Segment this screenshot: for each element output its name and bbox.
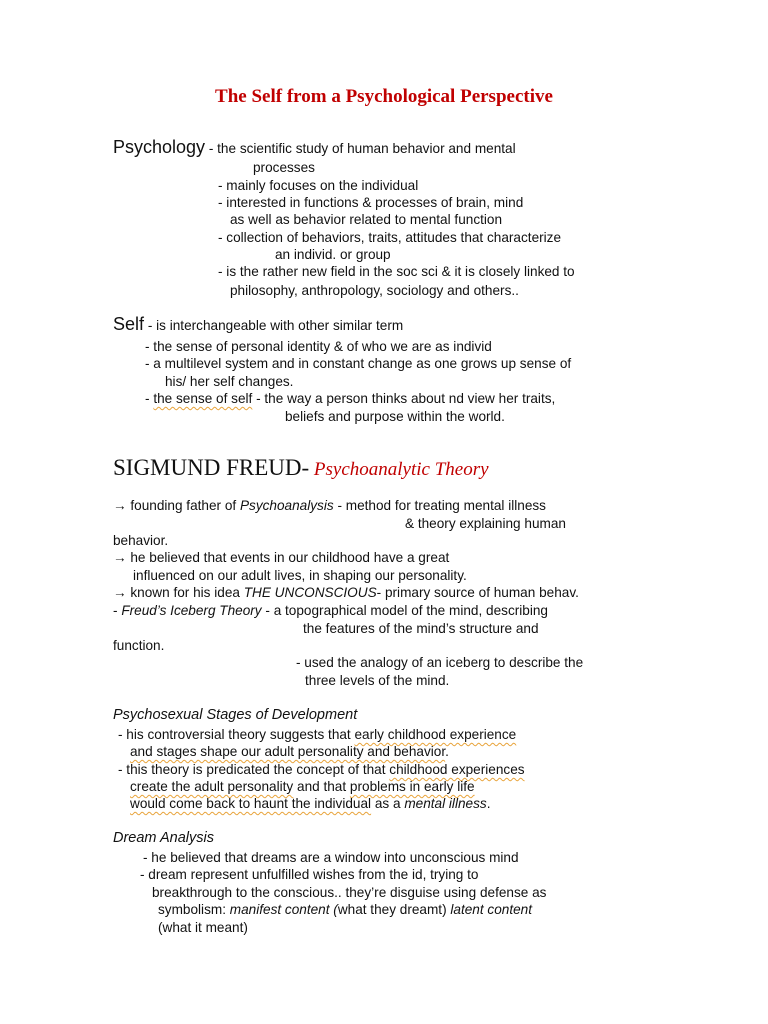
dream-line: (what it meant) bbox=[158, 920, 248, 935]
freud-theory-subtitle: Psychoanalytic Theory bbox=[309, 459, 489, 480]
freud-line: the features of the mind’s structure and bbox=[303, 621, 539, 636]
psychosexual-line: - his controversial theory suggests that early childhood experience bbox=[118, 727, 517, 742]
freud-line: function. bbox=[113, 638, 165, 653]
psychosexual-heading: Psychosexual Stages of Development bbox=[113, 707, 358, 723]
dream-line: symbolism: manifest content (what they dreamt) latent content bbox=[158, 902, 533, 917]
freud-line: influenced on our adult lives, in shaping our personality. bbox=[133, 568, 467, 583]
psychosexual-line: create the adult personality and that problems in early life bbox=[130, 779, 475, 794]
psychology-line: philosophy, anthropology, sociology and others.. bbox=[230, 283, 519, 298]
psychology-line: processes bbox=[253, 160, 315, 175]
freud-heading: SIGMUND FREUD- Psychoanalytic Theory bbox=[113, 455, 489, 480]
psychology-line: - interested in functions & processes of brain, mind bbox=[218, 195, 524, 210]
self-line: - the sense of self - the way a person thinks about nd view her traits, bbox=[145, 391, 556, 406]
psychology-line: as well as behavior related to mental function bbox=[230, 212, 503, 227]
freud-line: behavior. bbox=[113, 533, 169, 548]
freud-line: - Freud’s Iceberg Theory - a topographical model of the mind, describing bbox=[113, 603, 548, 618]
self-line: his/ her self changes. bbox=[165, 374, 294, 389]
psychology-line: an individ. or group bbox=[275, 247, 391, 262]
psychology-definition: Psychology - the scientific study of human behavior and mental bbox=[113, 137, 516, 157]
freud-line: → founding father of Psychoanalysis - method for treating mental illness bbox=[113, 498, 546, 513]
psychosexual-line: and stages shape our adult personality and behavior. bbox=[130, 744, 449, 759]
psychology-line: - is the rather new field in the soc sci & it is closely linked to bbox=[218, 264, 575, 279]
freud-line: three levels of the mind. bbox=[305, 673, 450, 688]
freud-line: & theory explaining human bbox=[405, 516, 566, 531]
psychology-line: - mainly focuses on the individual bbox=[218, 178, 419, 193]
freud-line: - used the analogy of an iceberg to describe the bbox=[296, 655, 584, 670]
psychosexual-line: - this theory is predicated the concept of that childhood experiences bbox=[118, 762, 525, 777]
dream-analysis-heading: Dream Analysis bbox=[113, 830, 214, 846]
dream-line: - dream represent unfulfilled wishes from the id, trying to bbox=[140, 867, 479, 882]
dream-line: breakthrough to the conscious.. they’re disguise using defense as bbox=[152, 885, 547, 900]
page-title: The Self from a Psychological Perspective bbox=[215, 86, 553, 107]
psychosexual-line: would come back to haunt the individual as a mental illness. bbox=[130, 796, 491, 811]
self-line: - the sense of personal identity & of who we are as individ bbox=[145, 339, 492, 354]
self-term: Self bbox=[113, 314, 145, 334]
self-definition: Self - is interchangeable with other similar term bbox=[113, 314, 404, 334]
self-line: beliefs and purpose within the world. bbox=[285, 409, 505, 424]
psychology-line: - collection of behaviors, traits, attitudes that characterize bbox=[218, 230, 562, 245]
freud-line: → he believed that events in our childhood have a great bbox=[113, 550, 450, 565]
freud-line: → known for his idea THE UNCONSCIOUS- primary source of human behav. bbox=[113, 585, 579, 600]
psychology-term: Psychology bbox=[113, 137, 206, 157]
dream-line: - he believed that dreams are a window into unconscious mind bbox=[143, 850, 519, 865]
self-line: - a multilevel system and in constant change as one grows up sense of bbox=[145, 356, 572, 371]
